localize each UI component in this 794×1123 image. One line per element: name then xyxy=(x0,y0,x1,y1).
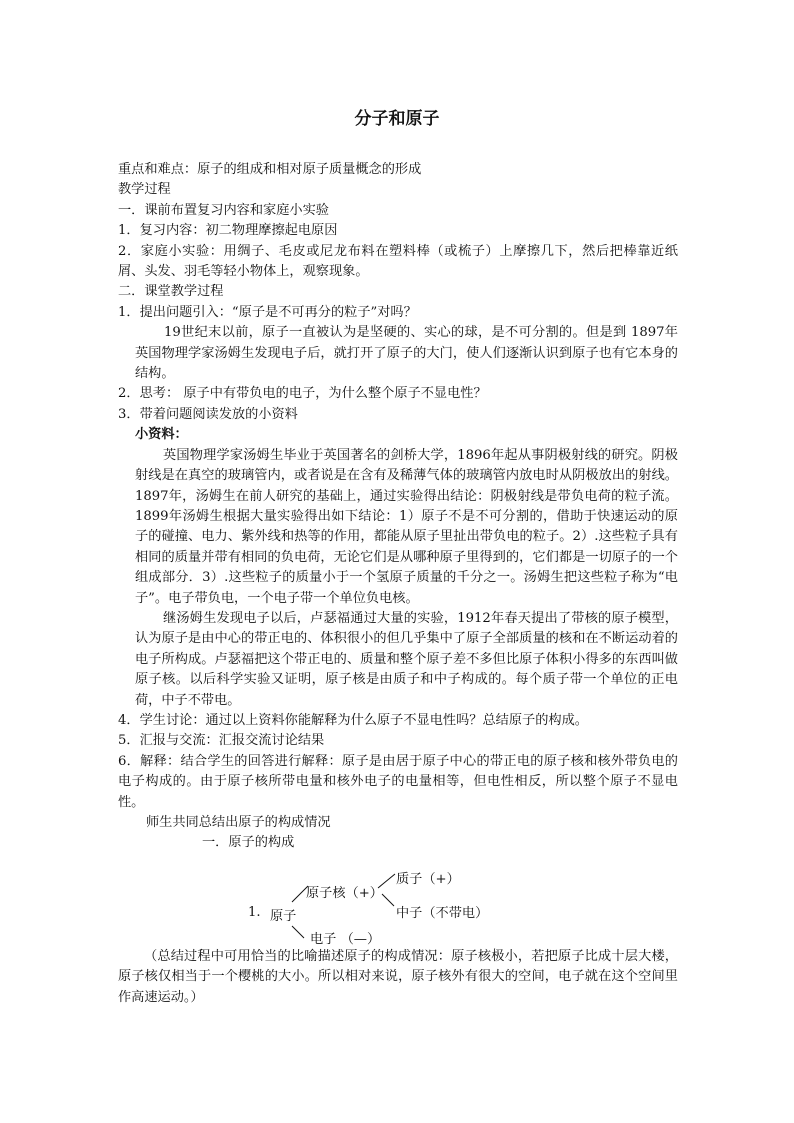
electron-label: 电子 （—） xyxy=(310,932,381,947)
section-1-heading: 一．课前布置复习内容和家庭小实验 xyxy=(118,202,329,218)
focus-line: 重点和难点：原子的组成和相对原子质量概念的形成 xyxy=(118,162,422,177)
item-2-4: 4．学生讨论：通过以上资料你能解释为什么原子不显电性吗？总结原子的构成。 xyxy=(118,712,588,728)
item-2-3: 3．带着问题阅读发放的小资料 xyxy=(118,406,298,422)
section-2-heading: 二．课堂教学过程 xyxy=(118,284,224,300)
atom-label: 原子 xyxy=(270,909,297,924)
item-1-2: 2．家庭小实验：用绸子、毛皮或尼龙布料在塑料棒（或梳子）上摩擦几下，然后把棒靠近纸屑、头发、羽毛等轻小物体上，观察现象。 xyxy=(118,243,678,280)
item-2-5: 5．汇报与交流：汇报交流讨论结果 xyxy=(118,733,325,749)
page-title: 分子和原子 xyxy=(354,109,440,129)
nucleus-label: 原子核（+） xyxy=(306,886,383,901)
item-1-1: 1．复习内容：初二物理摩擦起电原因 xyxy=(118,223,338,239)
diagram-number: 1. xyxy=(248,905,261,920)
proton-label: 质子（+） xyxy=(396,872,460,887)
summary-line: 师生共同总结出原子的构成情况 xyxy=(146,815,331,830)
material-label: 小资料： xyxy=(135,427,188,443)
material-paragraph-2: 继汤姆生发现电子以后，卢瑟福通过大量的实验，1912年春天提出了带核的原子模型，认为原子是由中心的带正电的、体积很小的但几乎集中了原子全部质量的核和在不断运动着的电子所构成。卢瑟福把这个带正电的、质量和整个原子差不多但比原子体积小得多的东西叫做原子核。以后科学实验又证明，原子核是由质子和中子构成的。每个质子带一个单位的正电荷，中子不带电。 xyxy=(135,610,678,708)
item-2-1: 1．提出问题引入：“原子是不可再分的粒子”对吗？ xyxy=(118,304,417,320)
item-2-6: 6．解释：结合学生的回答进行解释：原子是由居于原子中心的带正电的原子核和核外带负电的电子构成的。由于原子核所带电量和核外电子的电量相等，但电性相反，所以整个原子不显电性。 xyxy=(118,753,678,810)
closing-paragraph: （总结过程中可用恰当的比喻描述原子的构成情况：原子核极小，若把原子比成十层大楼，原子核仅相当于一个樱桃的大小。所以相对来说，原子核外有很大的空间，电子就在这个空间里作高速运动。） xyxy=(118,949,678,1005)
item-2-1-text: 19世纪末以前，原子一直被认为是坚硬的、实心的球，是不可分割的。但是到 1897年英国物理学家汤姆生发现电子后，就打开了原子的大门，使人们逐渐认识到原子也有它本身的结构。 xyxy=(135,325,678,382)
atom-structure-diagram xyxy=(230,866,530,946)
structure-title: 一．原子的构成 xyxy=(202,835,295,851)
neutron-label: 中子（不带电） xyxy=(396,906,489,921)
document-body xyxy=(118,160,678,854)
process-heading: 教学过程 xyxy=(118,182,171,198)
item-2-2: 2．思考： 原子中有带负电的电子，为什么整个原子不显电性？ xyxy=(118,386,487,402)
material-paragraph-1: 英国物理学家汤姆生毕业于英国著名的剑桥大学，1896年起从事阴极射线的研究。阴极射线是在真空的玻璃管内，或者说是在含有及稀薄气体的玻璃管内放电时从阴极放出的射线。1897年，汤姆生在前人研究的基础上，通过实验得出结论：阴极射线是带负电荷的粒子流。1899年汤姆生根据大量实验得出如下结论：1）原子不是不可分割的，借助于快速运动的原子的碰撞、电力、紫外线和热等的作用，都能从原子里扯出带负电的粒子。2）.这些粒子具有相同的质量并带有相同的负电荷，无论它们是从哪种原子里得到的，它们都是一切原子的一个组成部分．3）.这些粒子的质量小于一个氢原子质量的千分之一。汤姆生把这些粒子称为“电子”。电子带负电，一个电子带一个单位负电核。 xyxy=(135,447,678,606)
